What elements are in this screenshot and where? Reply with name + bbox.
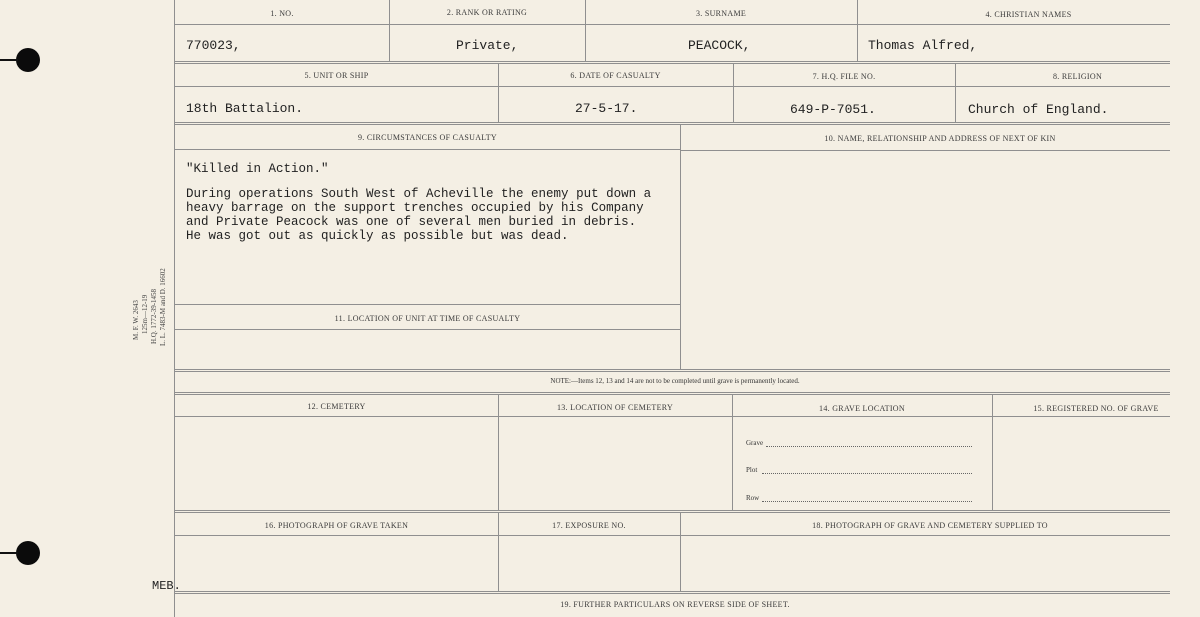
plot-dotted-line (762, 473, 972, 474)
rule (175, 369, 1170, 372)
circumstance-line-3: During operations South West of Acheville the enemy put down a (186, 187, 652, 201)
header-rank: 2. RANK OR RATING (446, 8, 528, 17)
rule (175, 86, 1170, 87)
circumstance-line-5: and Private Peacock was one of several men buried in debris. (186, 215, 637, 229)
header-date: 6. DATE OF CASUALTY (570, 71, 661, 80)
hole-tick (0, 59, 18, 61)
hole-tick (0, 552, 18, 554)
rank: Private, (456, 38, 519, 53)
header-photo-supplied: 18. PHOTOGRAPH OF GRAVE AND CEMETERY SUPPLIED TO (812, 521, 1048, 530)
header-grave-location: 14. GRAVE LOCATION (819, 404, 905, 413)
rule (175, 510, 1170, 513)
row-label: Row (746, 494, 760, 502)
header-file-no: 7. H.Q. FILE NO. (812, 72, 876, 81)
circumstance-line-1: "Killed in Action." (186, 162, 329, 176)
grave-dotted-line (766, 446, 972, 447)
surname: PEACOCK, (688, 38, 751, 53)
header-surname: 3. SURNAME (695, 9, 747, 18)
side-print-4: L. L. 7483-M and D. 16602 (159, 268, 167, 346)
side-print-2: 125m—12-19 (141, 294, 149, 334)
file-number: 649-P-7051. (790, 102, 876, 117)
rule (175, 591, 1170, 594)
header-location-of-unit: 11. LOCATION OF UNIT AT TIME OF CASUALTY (334, 314, 521, 323)
header-location-cemetery: 13. LOCATION OF CEMETERY (556, 403, 674, 412)
punch-hole-top (16, 48, 40, 72)
grave-label: Grave (746, 439, 764, 447)
date-of-casualty: 27-5-17. (575, 101, 638, 116)
circumstance-line-4: heavy barrage on the support trenches occupied by his Company (186, 201, 644, 215)
circumstance-line-6: He was got out as quickly as possible but was dead. (186, 229, 569, 243)
christian-names: Thomas Alfred, (868, 38, 978, 53)
rule (175, 24, 1170, 25)
header-photo-taken: 16. PHOTOGRAPH OF GRAVE TAKEN (264, 521, 409, 530)
row-dotted-line (762, 501, 972, 502)
header-no: 1. NO. (270, 9, 294, 18)
note-text: NOTE:—Items 12, 13 and 14 are not to be completed until grave is permanently located. (550, 377, 800, 385)
rule (175, 122, 1170, 125)
unit: 18th Battalion. (186, 101, 304, 116)
footer-note: 19. FURTHER PARTICULARS ON REVERSE SIDE OF SHEET. (560, 600, 790, 609)
rule (175, 61, 1170, 64)
header-christian-names: 4. CHRISTIAN NAMES (985, 10, 1072, 19)
service-number: 770023, (186, 38, 241, 53)
rule (175, 535, 1170, 536)
religion: Church of England. (968, 102, 1109, 117)
header-exposure-no: 17. EXPOSURE NO. (552, 521, 626, 530)
rule (175, 416, 1170, 417)
rule (498, 395, 499, 510)
rule (175, 392, 1170, 395)
header-unit: 5. UNIT OR SHIP (304, 71, 369, 80)
rule (175, 329, 680, 330)
side-print-1: M. F. W. 2643 (132, 300, 140, 340)
header-cemetery: 12. CEMETERY (307, 402, 366, 411)
header-next-of-kin: 10. NAME, RELATIONSHIP AND ADDRESS OF NEXT OF KIN (824, 134, 1056, 143)
clerk-initials: MEB. (152, 579, 181, 593)
side-print-3: H.Q. 1772-39-1458 (150, 288, 158, 344)
rule (680, 125, 681, 369)
header-religion: 8. RELIGION (1052, 72, 1103, 81)
rule (175, 149, 680, 150)
rule (175, 304, 680, 305)
rule (680, 150, 1170, 151)
plot-label: Plot (746, 466, 758, 474)
header-circumstances: 9. CIRCUMSTANCES OF CASUALTY (357, 133, 498, 142)
header-registered-no: 15. REGISTERED NO. OF GRAVE (1033, 404, 1159, 413)
punch-hole-bottom (16, 541, 40, 565)
